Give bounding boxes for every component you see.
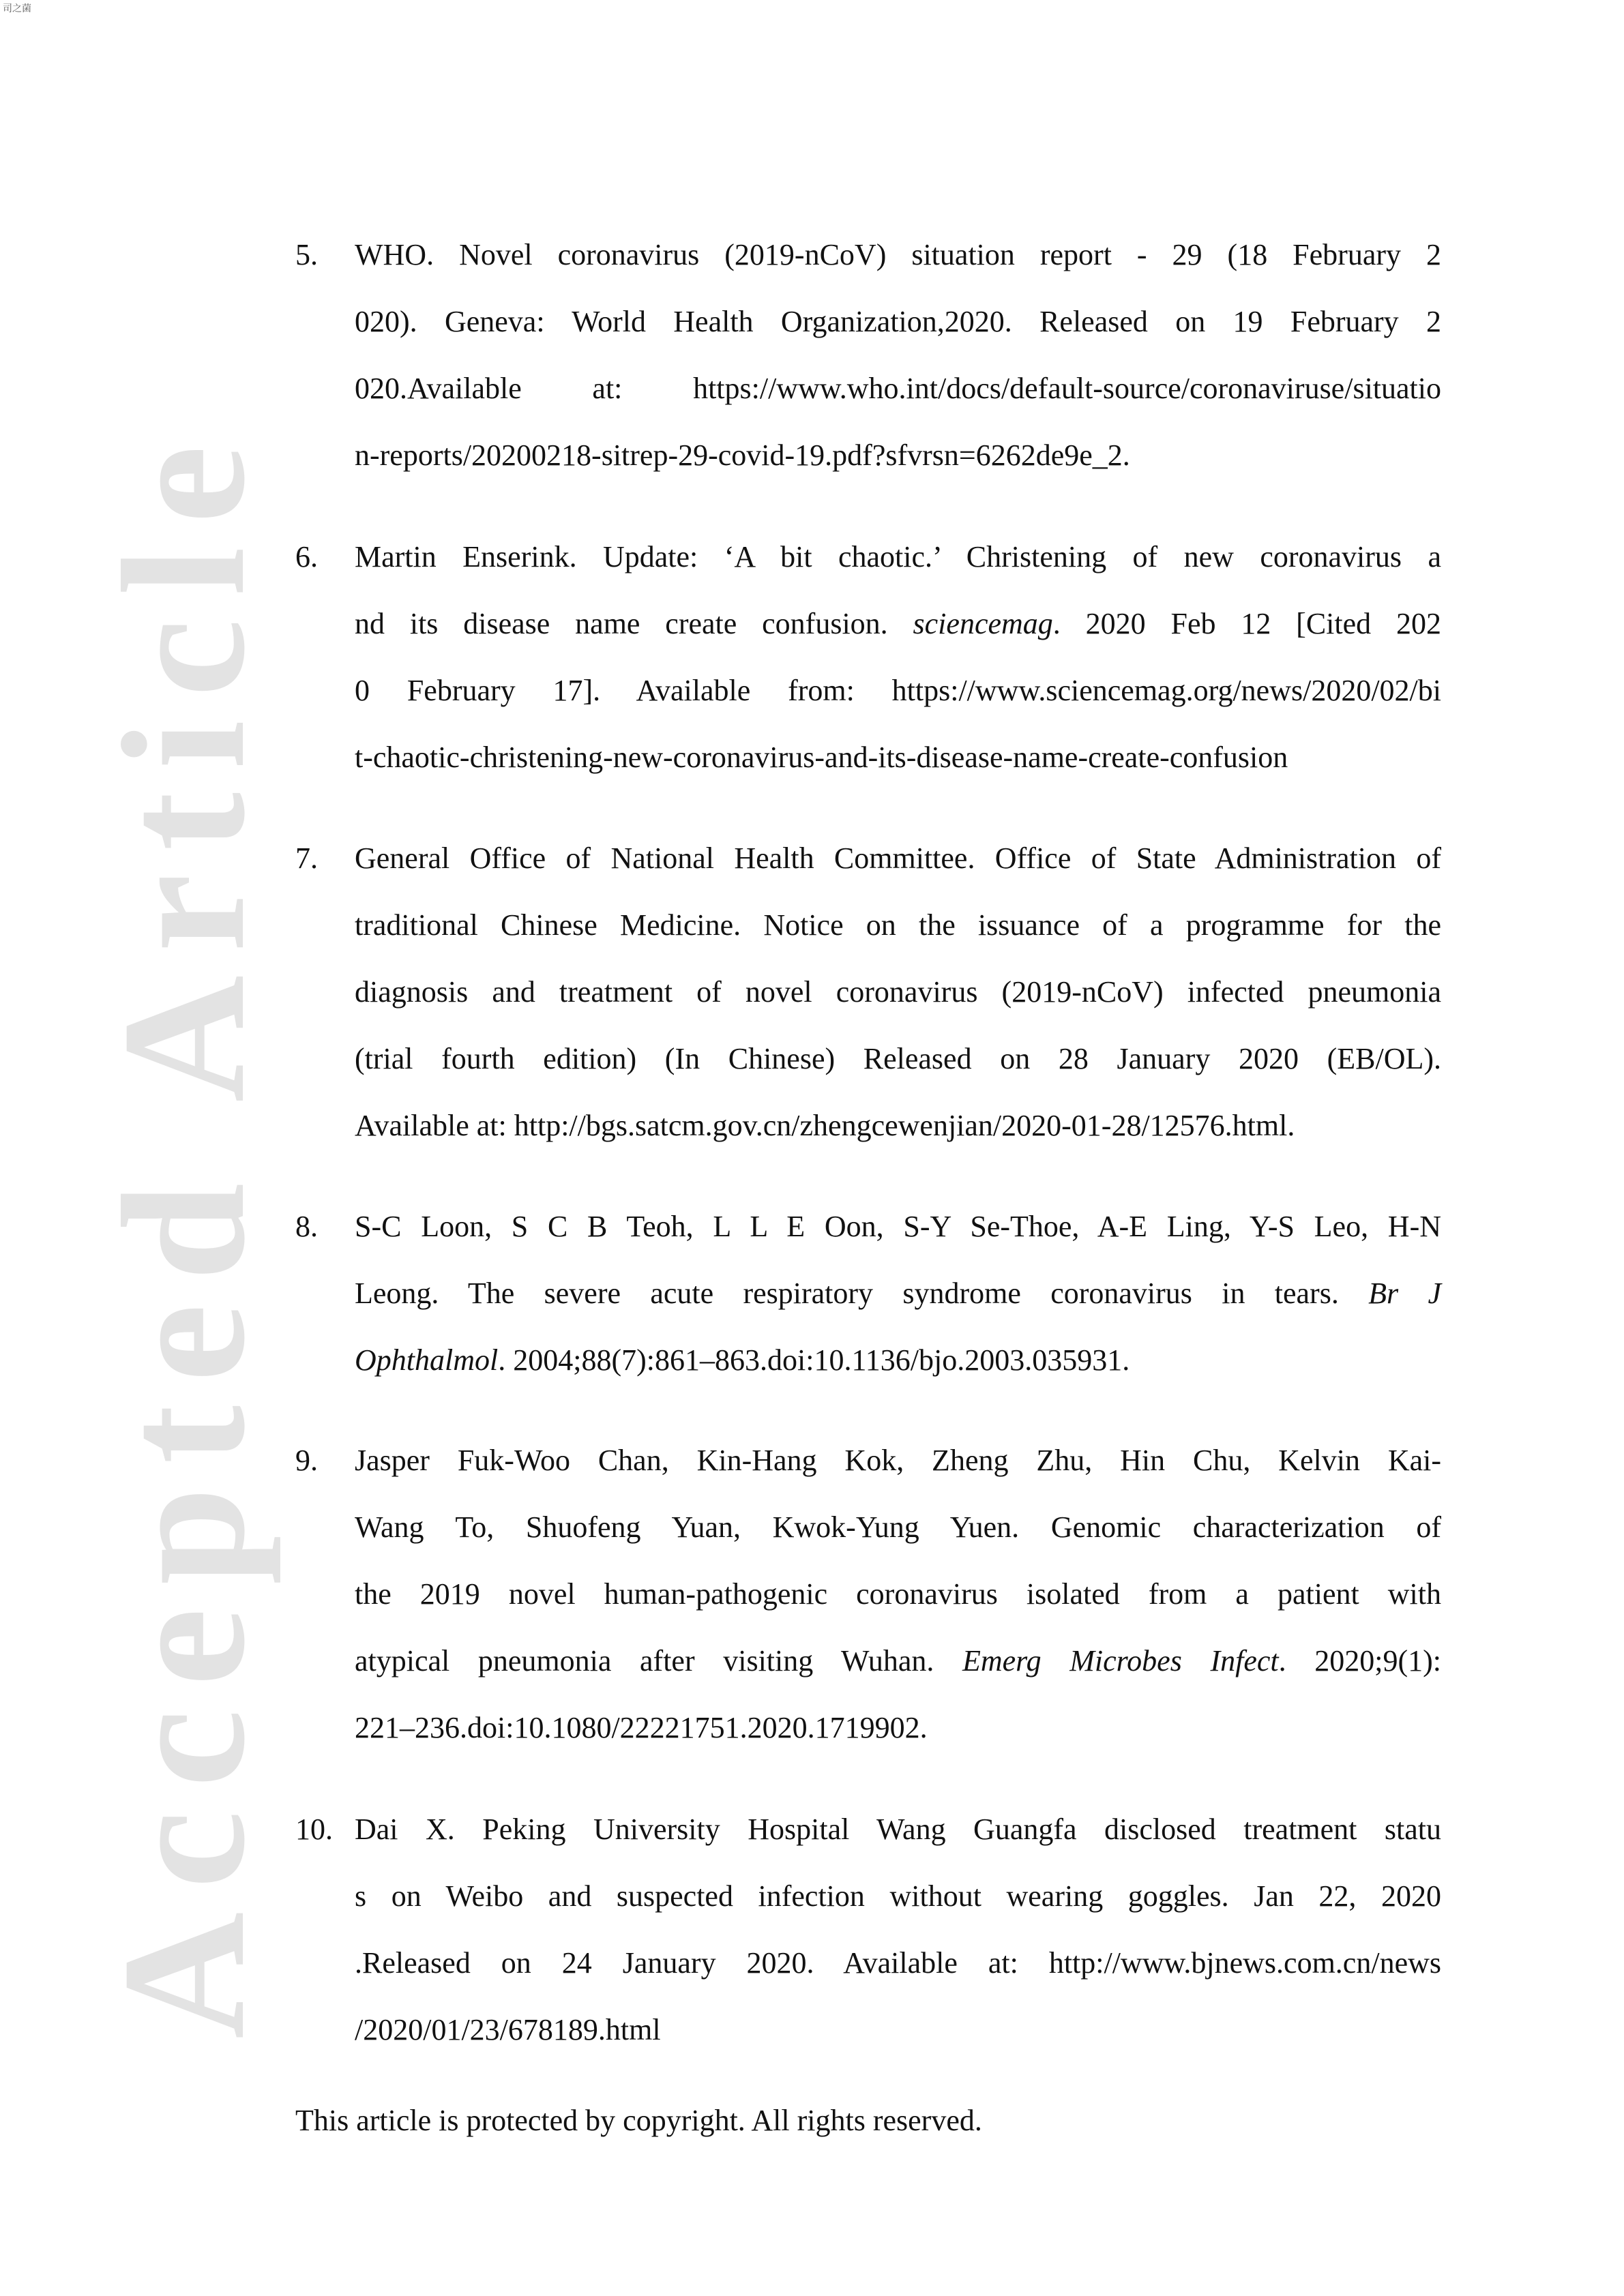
reference-line	[355, 1026, 1441, 1092]
reference-text-segment: 221–236.doi:10.1080/22221751.2020.1719902.	[355, 1711, 928, 1744]
reference-line	[355, 288, 1441, 355]
reference-text-segment: 020.Available at: https://www.who.int/docs/default-source/coronaviruse/situatio	[355, 372, 1441, 405]
reference-line	[355, 355, 1441, 422]
reference-text-segment: diagnosis and treatment of novel coronavirus (2019-nCoV) infected pneumonia	[355, 975, 1441, 1009]
reference-line	[355, 422, 1441, 489]
reference-text-segment: Available at: http://bgs.satcm.gov.cn/zhengcewenjian/2020-01-28/12576.html.	[355, 1109, 1295, 1142]
reference-line	[355, 724, 1441, 791]
reference-text-segment: Leong. The severe acute respiratory syndrome coronavirus in tears.	[355, 1277, 1369, 1310]
reference-line	[355, 222, 1441, 288]
reference-number: 5.	[295, 238, 318, 271]
reference-text-segment: 0 February 17]. Available from: https://www.sciencemag.org/news/2020/02/bi	[355, 674, 1441, 707]
reference-text	[355, 825, 1441, 1159]
reference-number: 8.	[295, 1210, 318, 1243]
reference-text-segment: atypical pneumonia after visiting Wuhan.	[355, 1644, 962, 1678]
reference-text	[355, 1427, 1441, 1761]
reference-text-segment: 020). Geneva: World Health Organization,2020. Released on 19 February 2	[355, 305, 1441, 338]
reference-line	[355, 1260, 1441, 1327]
reference-line	[355, 591, 1441, 657]
corner-mark: 司之菌	[3, 3, 31, 14]
reference-line	[355, 1695, 1441, 1761]
reference-text-segment: . 2020;9(1):	[1278, 1644, 1441, 1678]
reference-text	[355, 1193, 1441, 1394]
reference-text-segment: Dai X. Peking University Hospital Wang Guangfa disclosed treatment statu	[355, 1813, 1441, 1846]
reference-line	[355, 1930, 1441, 1997]
reference-line	[355, 1193, 1441, 1260]
reference-line	[355, 657, 1441, 724]
reference-line	[355, 1863, 1441, 1930]
copyright-footer: This article is protected by copyright. All rights reserved.	[295, 2104, 982, 2137]
reference-line	[355, 1427, 1441, 1494]
reference-line	[355, 1997, 1441, 2063]
reference-text-segment: General Office of National Health Committee. Office of State Administration of	[355, 841, 1441, 875]
reference-number: 7.	[295, 841, 318, 875]
reference-text-segment: t-chaotic-christening-new-coronavirus-and-its-disease-name-create-confusion	[355, 741, 1288, 774]
reference-text	[355, 1796, 1441, 2063]
reference-line	[355, 1494, 1441, 1561]
reference-text-segment: (trial fourth edition) (In Chinese) Released on 28 January 2020 (EB/OL).	[355, 1042, 1441, 1075]
reference-line	[355, 1327, 1441, 1394]
reference-text-segment: . 2004;88(7):861–863.doi:10.1136/bjo.2003.035931.	[498, 1343, 1130, 1377]
reference-number: 6.	[295, 540, 318, 573]
reference-text-segment: .Released on 24 January 2020. Available at: http://www.bjnews.com.cn/news	[355, 1946, 1441, 1980]
journal-title: Br J	[1368, 1277, 1442, 1310]
reference-number: 10.	[295, 1813, 333, 1846]
reference-number: 9.	[295, 1444, 318, 1477]
reference-line	[355, 1796, 1441, 1863]
journal-title: sciencemag	[913, 607, 1053, 640]
reference-text	[355, 524, 1441, 791]
reference-text-segment: WHO. Novel coronavirus (2019-nCoV) situation report - 29 (18 February 2	[355, 238, 1441, 271]
reference-text-segment: S-C Loon, S C B Teoh, L L E Oon, S-Y Se-Thoe, A-E Ling, Y-S Leo, H-N	[355, 1210, 1441, 1243]
journal-title: Ophthalmol	[355, 1343, 499, 1377]
journal-title: Emerg Microbes Infect	[962, 1644, 1279, 1678]
reference-text	[355, 222, 1441, 489]
reference-text-segment: Martin Enserink. Update: ‘A bit chaotic.’ Christening of new coronavirus a	[355, 540, 1441, 573]
reference-line	[355, 892, 1441, 959]
accepted-article-watermark: Accepted Article	[86, 422, 281, 2039]
reference-line	[355, 524, 1441, 591]
reference-text-segment: n-reports/20200218-sitrep-29-covid-19.pdf?sfvrsn=6262de9e_2.	[355, 438, 1130, 472]
reference-text-segment: traditional Chinese Medicine. Notice on the issuance of a programme for the	[355, 908, 1441, 942]
reference-text-segment: s on Weibo and suspected infection without wearing goggles. Jan 22, 2020	[355, 1879, 1441, 1913]
reference-text-segment: /2020/01/23/678189.html	[355, 2013, 661, 2046]
reference-text-segment: the 2019 novel human-pathogenic coronavirus isolated from a patient with	[355, 1577, 1441, 1611]
reference-line	[355, 1561, 1441, 1628]
reference-text-segment: . 2020 Feb 12 [Cited 202	[1052, 607, 1441, 640]
reference-line	[355, 1092, 1441, 1159]
reference-line	[355, 959, 1441, 1026]
reference-text-segment: nd its disease name create confusion.	[355, 607, 913, 640]
reference-text-segment: Wang To, Shuofeng Yuan, Kwok-Yung Yuen. Genomic characterization of	[355, 1510, 1441, 1544]
reference-text-segment: Jasper Fuk-Woo Chan, Kin-Hang Kok, Zheng Zhu, Hin Chu, Kelvin Kai-	[355, 1444, 1441, 1477]
reference-line	[355, 825, 1441, 892]
reference-line	[355, 1628, 1441, 1695]
